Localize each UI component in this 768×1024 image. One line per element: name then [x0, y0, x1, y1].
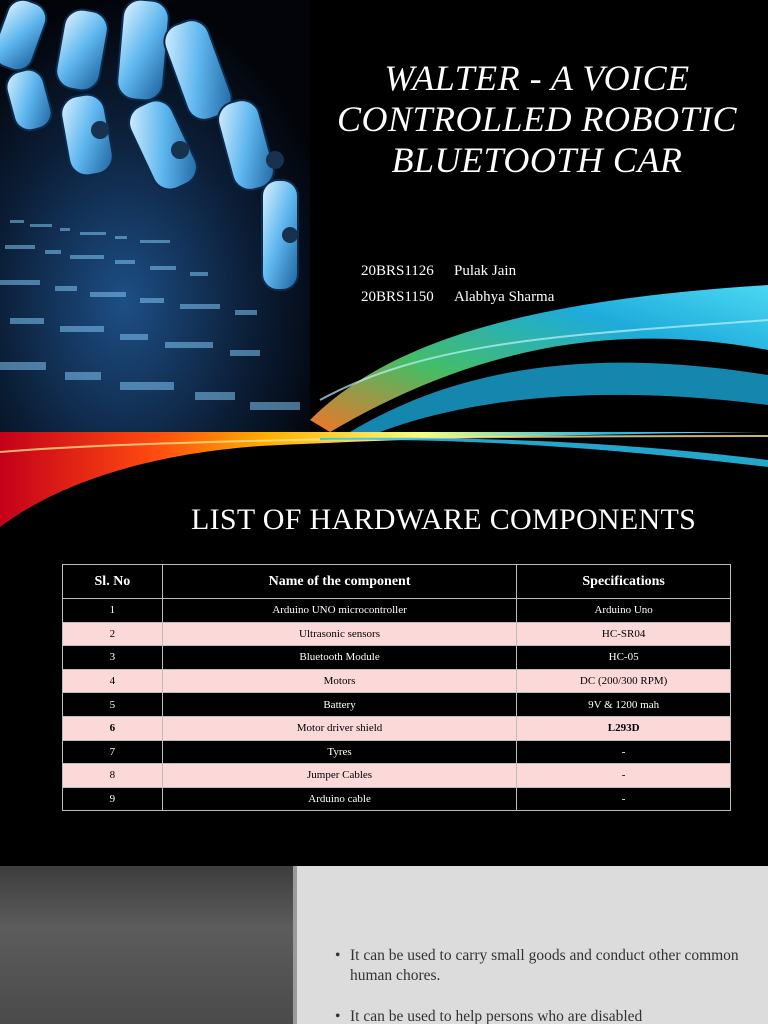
table-row: [63, 622, 731, 646]
table-cell: 4: [63, 669, 163, 693]
table-cell: -: [517, 764, 731, 788]
table-cell: Arduino Uno: [517, 599, 731, 623]
table-cell: 9V & 1200 mah: [517, 693, 731, 717]
bullet-list: [335, 946, 745, 1024]
table-cell: Motor driver shield: [162, 716, 516, 740]
title-line: BLUETOOTH CAR: [391, 140, 683, 180]
hardware-table: [62, 564, 731, 811]
author-name: Alabhya Sharma: [454, 288, 555, 305]
table-cell: Tyres: [162, 740, 516, 764]
table-cell: 6: [63, 716, 163, 740]
table-header-row: [63, 565, 731, 599]
author-id: 20BRS1126: [361, 263, 434, 279]
list-item: [335, 1007, 745, 1024]
table-cell: 8: [63, 764, 163, 788]
table-cell: -: [517, 787, 731, 811]
table-cell: 3: [63, 646, 163, 670]
panel-divider: [293, 866, 297, 1024]
column-header: Specifications: [517, 565, 731, 599]
bullet-text: It can be used to help persons who are disabled: [350, 1008, 643, 1024]
column-header: Name of the component: [162, 565, 516, 599]
table-cell: Ultrasonic sensors: [162, 622, 516, 646]
table-cell: -: [517, 740, 731, 764]
table-cell: Arduino cable: [162, 787, 516, 811]
table-cell: DC (200/300 RPM): [517, 669, 731, 693]
table-cell: Jumper Cables: [162, 764, 516, 788]
hardware-slide: [0, 432, 768, 866]
presentation-title: [312, 58, 762, 181]
table-row: [63, 599, 731, 623]
table-cell: 7: [63, 740, 163, 764]
table-row: [63, 669, 731, 693]
table-cell: 5: [63, 693, 163, 717]
table-row: [63, 646, 731, 670]
table-row: [63, 787, 731, 811]
title-line: CONTROLLED ROBOTIC: [336, 99, 738, 139]
table-cell: 2: [63, 622, 163, 646]
author-id: 20BRS1150: [361, 288, 434, 305]
applications-slide: [0, 866, 768, 1024]
table-row: [63, 693, 731, 717]
table-cell: HC-05: [517, 646, 731, 670]
title-slide: [0, 0, 768, 432]
robot-hand-image: [0, 0, 310, 432]
table-cell: HC-SR04: [517, 622, 731, 646]
list-item: [335, 946, 745, 986]
table-cell: Arduino UNO microcontroller: [162, 599, 516, 623]
decorative-swoosh: [310, 280, 768, 432]
table-cell: 1: [63, 599, 163, 623]
table-cell: Bluetooth Module: [162, 646, 516, 670]
table-row: [63, 764, 731, 788]
author-name: Pulak Jain: [454, 263, 517, 279]
bullet-icon: •: [335, 1008, 341, 1024]
slide-heading: LIST OF HARDWARE COMPONENTS: [191, 503, 697, 536]
table-cell: 9: [63, 787, 163, 811]
table-cell: Battery: [162, 693, 516, 717]
bullet-text: It can be used to carry small goods and conduct other common human chores.: [350, 947, 739, 984]
table-row: [63, 740, 731, 764]
bullet-icon: •: [335, 947, 341, 964]
table-cell: Motors: [162, 669, 516, 693]
title-line: WALTER - A VOICE: [384, 58, 690, 98]
slide-side-panel: [0, 866, 293, 1024]
column-header: Sl. No: [63, 565, 163, 599]
table-cell: L293D: [517, 716, 731, 740]
table-row: [63, 716, 731, 740]
